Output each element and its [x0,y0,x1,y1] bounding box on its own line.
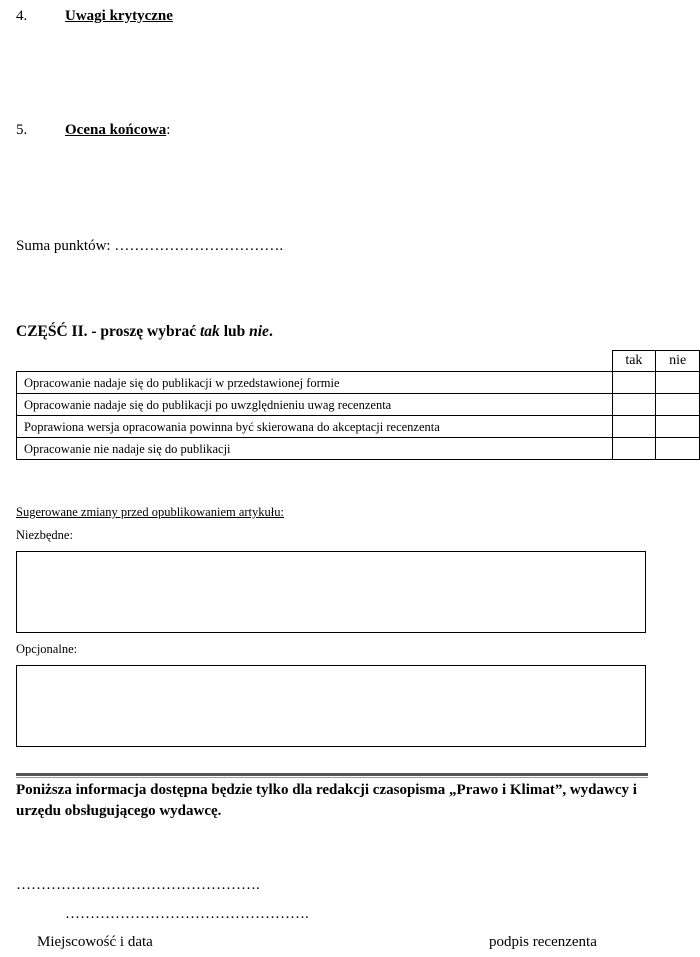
col-header-nie: nie [656,351,700,372]
signature-dots[interactable]: …………………………………………. [65,906,309,922]
signature-label: podpis recenzenta [489,934,597,950]
section-4-title: Uwagi krytyczne [65,8,173,24]
table-row [17,438,700,460]
part-2-tak-word: tak [200,323,220,340]
required-label: Niezbędne: [16,528,73,542]
section-5-colon: : [166,122,171,138]
nie-checkbox-cell[interactable] [656,394,700,416]
optional-label: Opcjonalne: [16,642,78,656]
section-5-heading [65,122,170,139]
decision-table [16,350,700,460]
optional-changes-field[interactable] [16,665,646,747]
part-2-title-end: . [268,323,273,340]
tak-checkbox-cell[interactable] [612,394,656,416]
separator-line-thin [16,777,648,778]
row-label: Opracowanie nadaje się do publikacji w przedstawionej formie [17,372,613,394]
changes-heading: Sugerowane zmiany przed opublikowaniem artykułu: [16,505,284,519]
place-date-label: Miejscowość i data [37,934,153,950]
section-5-number: 5. [16,122,28,138]
part-2-nie-word: nie [249,323,269,340]
row-label: Opracowanie nadaje się do publikacji po uwzględnieniu uwag recenzenta [17,394,613,416]
row-label: Poprawiona wersja opracowania powinna być skierowana do akceptacji recenzenta [17,416,613,438]
editorial-notice: Poniższa informacja dostępna będzie tylko dla redakcji czasopisma „Prawo i Klimat”, wydawcy i urzędu obsługującego wydawcę. [16,782,637,819]
table-row [17,416,700,438]
header-spacer [17,351,613,372]
part-2-title-middle: lub [219,323,250,340]
part-2-title [16,323,273,341]
tak-checkbox-cell[interactable] [612,416,656,438]
section-5-title: Ocena końcowa [65,122,167,138]
table-row [17,372,700,394]
nie-checkbox-cell[interactable] [656,416,700,438]
separator-line [16,773,648,776]
row-label: Opracowanie nie nadaje się do publikacji [17,438,613,460]
table-row [17,394,700,416]
place-date-dots[interactable]: …………………………………………. [16,877,260,893]
nie-checkbox-cell[interactable] [656,438,700,460]
section-4-number: 4. [16,8,28,24]
required-changes-field[interactable] [16,551,646,633]
tak-checkbox-cell[interactable] [612,438,656,460]
col-header-tak: tak [612,351,656,372]
nie-checkbox-cell[interactable] [656,372,700,394]
tak-checkbox-cell[interactable] [612,372,656,394]
decision-table-header [17,351,700,372]
part-2-title-prefix: CZĘŚĆ II. - proszę wybrać [16,323,200,340]
score-line: Suma punktów: ……………………………. [16,238,284,254]
